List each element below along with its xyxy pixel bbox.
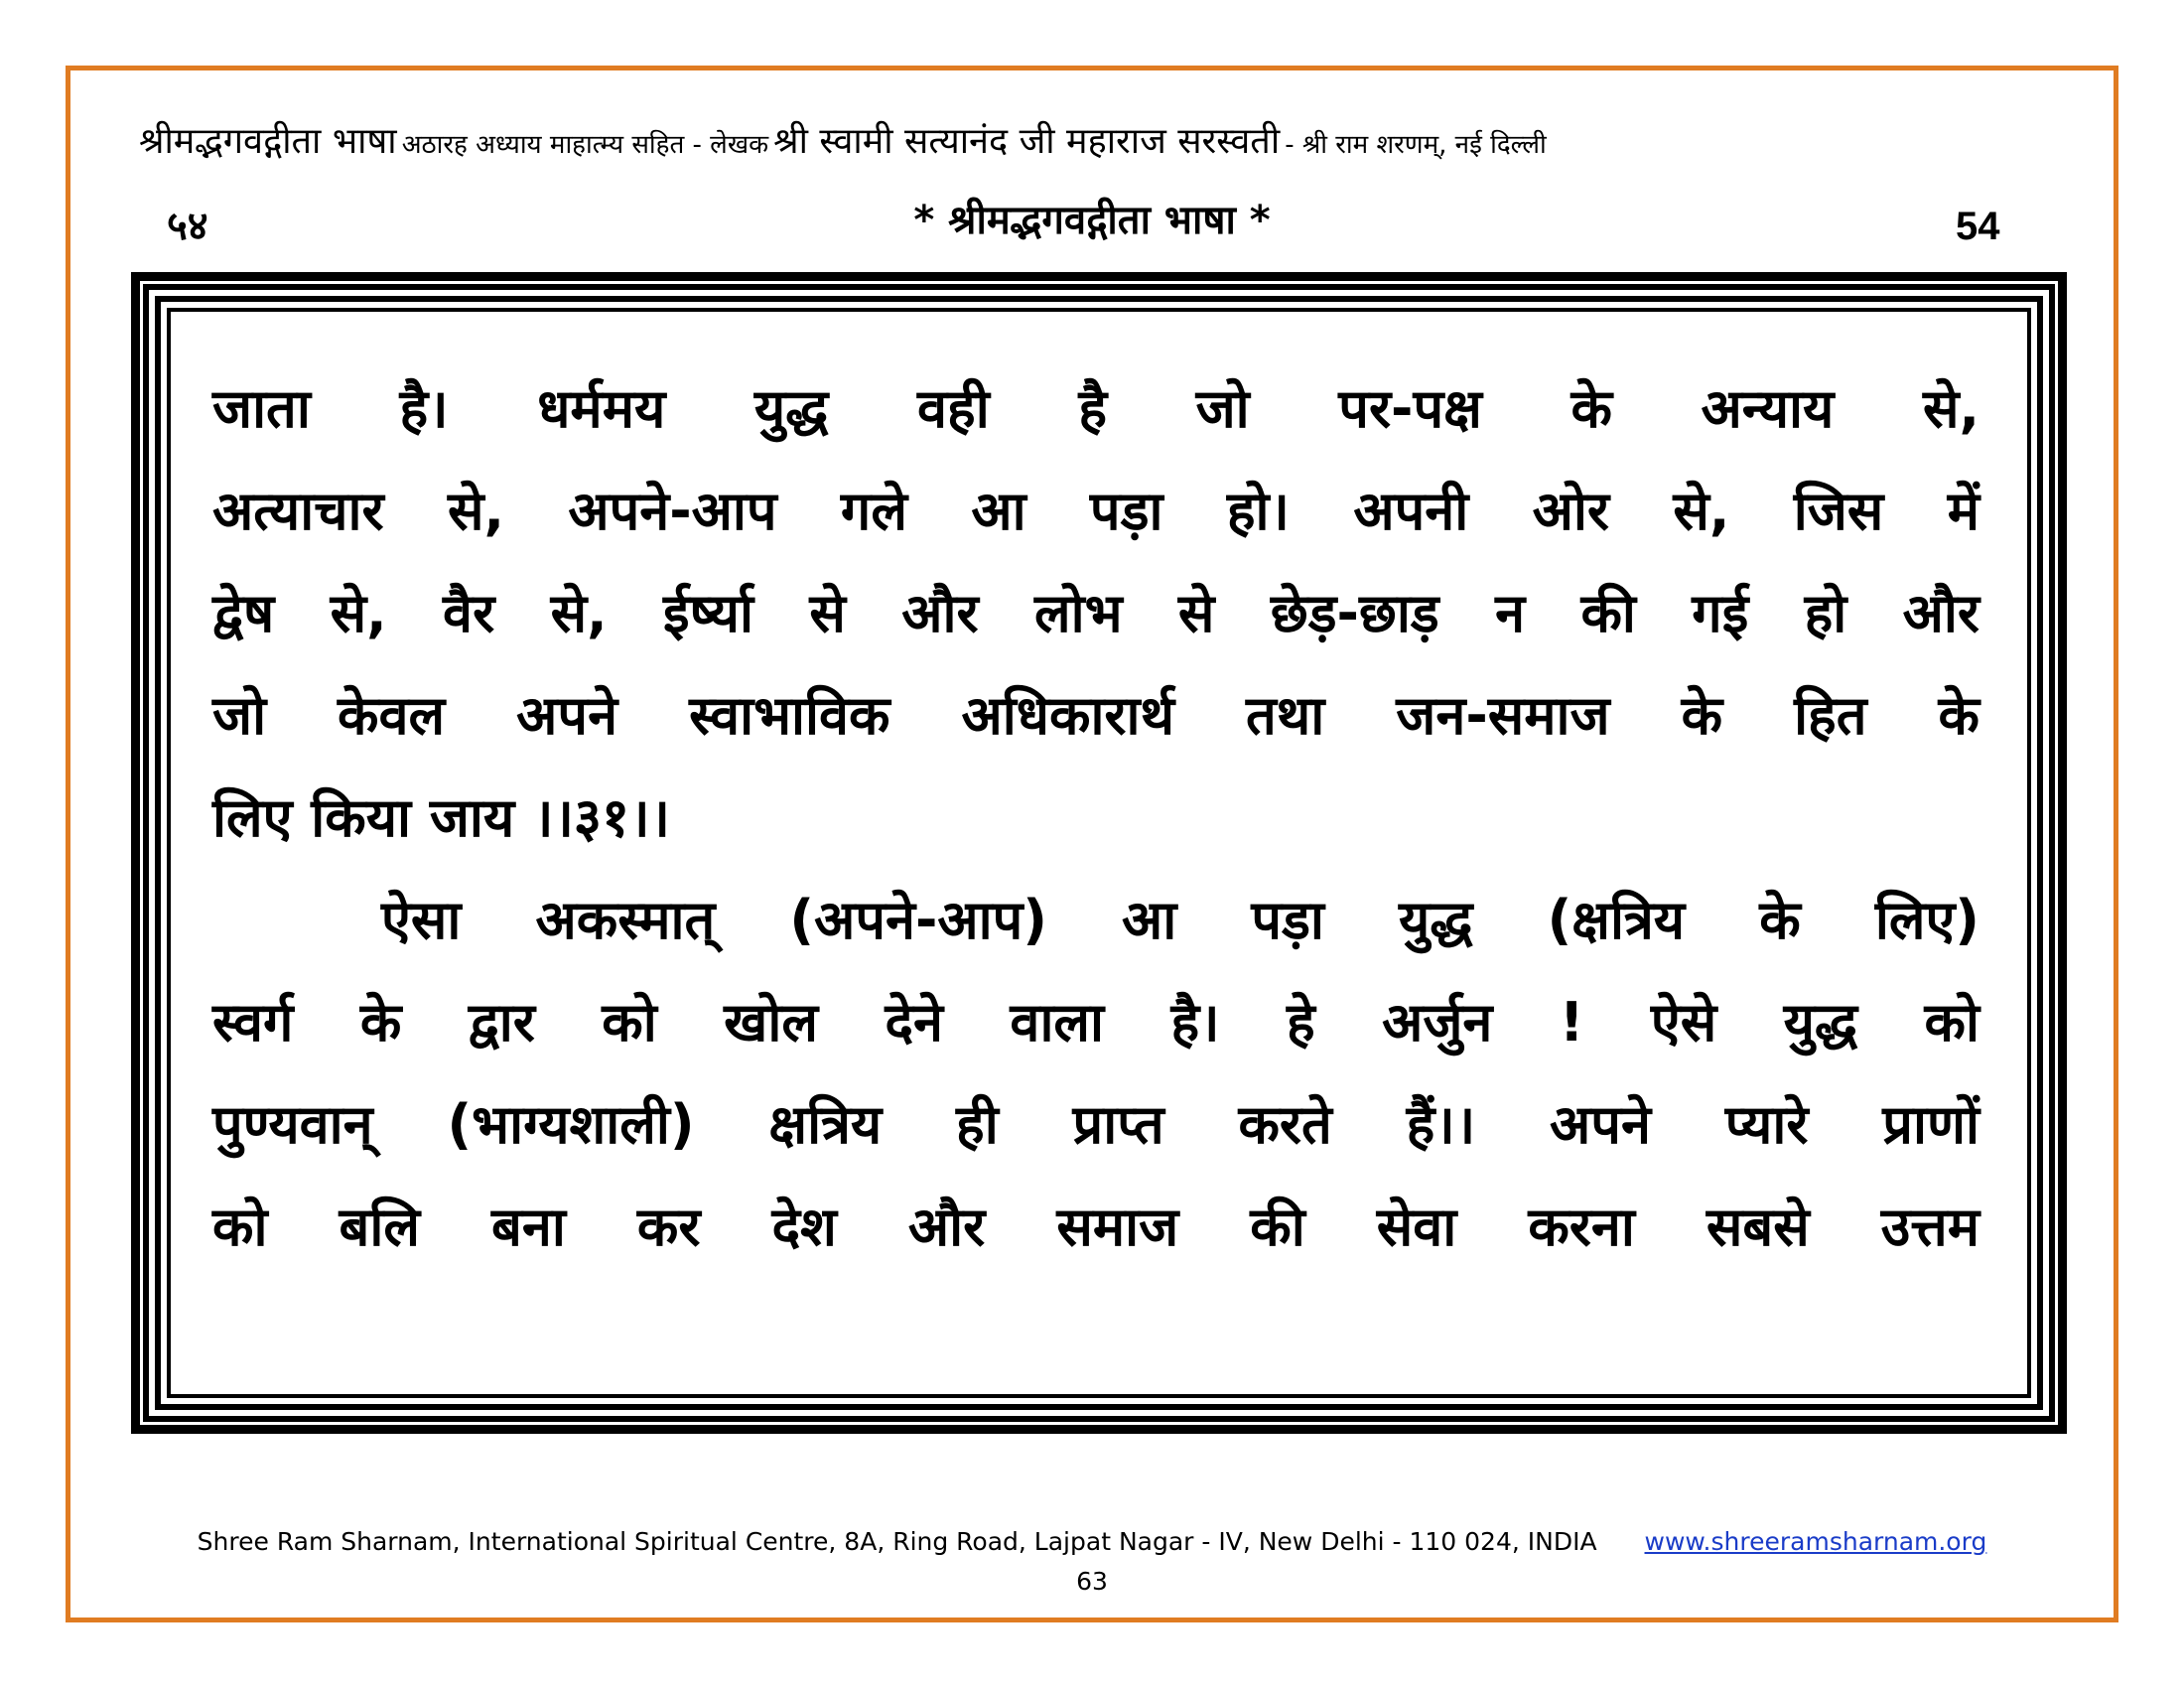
text-line: ऐसा अकस्मात् (अपने-आप) आ पड़ा युद्ध (क्षत्रिय के लिए): [381, 889, 1979, 951]
page-number-arabic: 54: [1956, 205, 2000, 248]
text-line: लिए किया जाय ।।३१।।: [212, 786, 671, 849]
website-link[interactable]: www.shreeramsharnam.org: [1644, 1527, 1987, 1556]
page-title: * श्रीमद्भगवद्गीता भाषा *: [913, 198, 1271, 243]
document-header: [139, 115, 2055, 164]
text-line: पुण्यवान् (भाग्यशाली) क्षत्रिय ही प्राप्त करते हैं।। अपने प्यारे प्राणों: [212, 1093, 1979, 1156]
text-line: जाता है। धर्ममय युद्ध वही है जो पर-पक्ष के अन्याय से,: [212, 377, 1979, 440]
header-author: श्री स्वामी सत्यानंद जी महाराज सरस्वती: [773, 121, 1281, 162]
header-publisher: - श्री राम शरणम्, नई दिल्ली: [1285, 130, 1547, 160]
verse-commentary: [212, 357, 1979, 1278]
text-line: द्वेष से, वैर से, ईर्ष्या से और लोभ से छेड़-छाड़ न की गई हो और: [212, 582, 1979, 644]
footer-page-number: 63: [1076, 1567, 1108, 1596]
paragraph-1: [212, 357, 1979, 869]
footer-address: Shree Ram Sharnam, International Spiritual Centre, 8A, Ring Road, Lajpat Nagar - IV, New Delhi - 110 024, INDIA: [197, 1527, 1597, 1556]
header-title: श्रीमद्भगवद्गीता भाषा: [139, 121, 397, 162]
text-line: को बलि बना कर देश और समाज की सेवा करना सबसे उत्तम: [212, 1196, 1979, 1258]
page-number-devanagari: ५४: [167, 204, 208, 249]
text-line: अत्याचार से, अपने-आप गले आ पड़ा हो। अपनी ओर से, जिस में: [212, 480, 1979, 542]
text-line: स्वर्ग के द्वार को खोल देने वाला है। हे अर्जुन ! ऐसे युद्ध को: [212, 991, 1979, 1054]
paragraph-2: [212, 869, 1979, 1278]
footer: [0, 1527, 2184, 1556]
text-line: जो केवल अपने स्वाभाविक अधिकारार्थ तथा जन-समाज के हित के: [212, 684, 1979, 747]
header-subtitle: अठारह अध्याय माहात्म्य सहित - लेखक: [401, 130, 769, 160]
